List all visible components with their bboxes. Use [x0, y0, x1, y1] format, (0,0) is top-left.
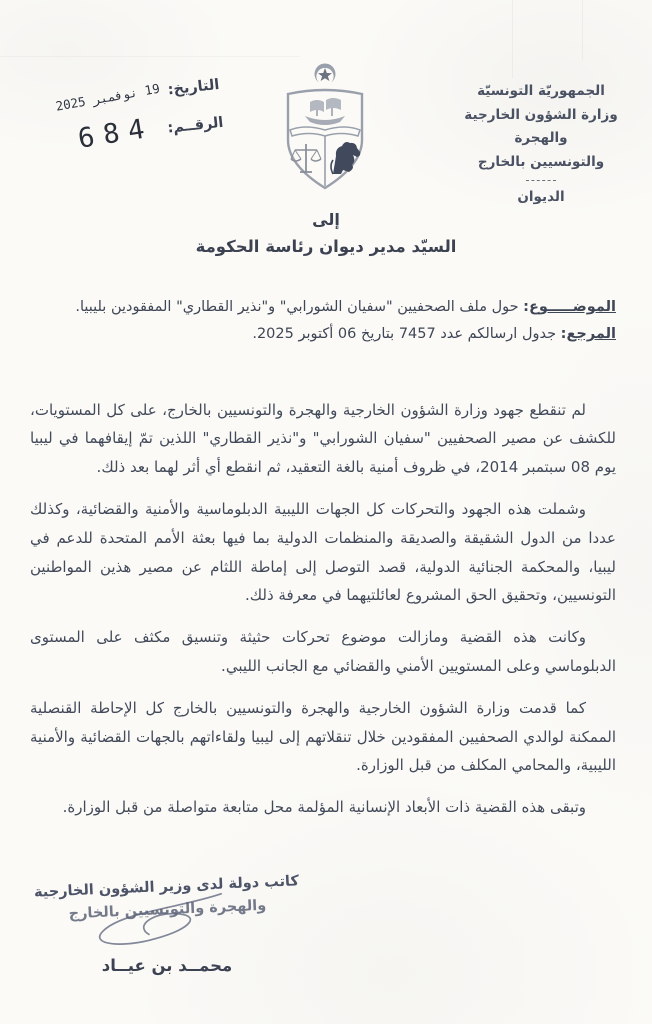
paragraph-5: وتبقى هذه القضية ذات الأبعاد الإنسانية المؤلمة محل متابعة متواصلة من قبل الوزارة.: [62, 798, 586, 817]
scan-fold-line: [512, 0, 513, 78]
signatory-name: محمــد بن عيــاد: [101, 956, 233, 976]
office-title: الديوان: [517, 188, 565, 205]
date-stamp: 19 نوفمبر 2025: [54, 80, 161, 114]
signatory-title-line2: والهجرة والتونسيين بالخارج: [68, 897, 267, 923]
recipient-name: السيّد مدير ديوان رئاسة الحكومة: [195, 237, 457, 256]
paragraph-1: لم تنقطع جهود وزارة الشؤون الخارجية والهجرة والتونسيين بالخارج، على كل المستويات، للكشف عن مصير الصحفيين "سفيان الشورابي" و"نذير القطاري" اللذين تمّ إيقافهما في ليبيا يوم 08 سبتمبر 2014، في ظروف أمنية بالغة التعقيد، ثم انقطع أي أثر لهما بعد ذلك.: [30, 400, 616, 477]
signatory-title-line1: كاتب دولة لدى وزير الشؤون الخارجية: [33, 873, 300, 901]
date-label: التاريخ:: [166, 76, 221, 99]
handwritten-number: 684: [76, 112, 156, 155]
paragraph-4: كما قدمت وزارة الشؤون الخارجية والهجرة والتونسيين بالخارج كل الإحاطة القنصلية الممكنة لوالدي الصحفيين المفقودين خلال تنقلاتهم إلى ليبيا ولقاءاتهم بالجهات القضائية والأمنية الليبية، والمحامي المكلف من قبل الوزارة.: [30, 698, 616, 775]
number-row: [8, 107, 225, 160]
ministry-title-line2: والتونسيين بالخارج: [477, 153, 605, 170]
signature-block: [22, 873, 312, 976]
subject-label: الموضـــــوع: [528, 299, 616, 315]
reference-label: المرجع: [566, 325, 616, 342]
ministry-title-line1: وزارة الشؤون الخارجية والهجرة: [464, 106, 618, 147]
letter-body: [30, 294, 616, 835]
scan-fold-line: [582, 0, 583, 60]
republic-title: الجمهوريّة التونسيّة: [477, 83, 605, 99]
paragraph-2: وشملت هذه الجهود والتحركات كل الجهات الليبية الدبلوماسية والأمنية والقضائية، وكذلك عددا من الدول الشقيقة والصديقة والمنظمات الدولية بما فيها بعثة الأمم المتحدة للدعم في ليبيا، والمحكمة الجنائية الدولية، قصد التوصل إلى إماطة اللثام عن مصير هذين المواطنين التونسيين، وتحقيق الحق المشروع لعائلتيهما في معرفة ذلك.: [30, 500, 616, 605]
date-number-block: [5, 77, 227, 174]
reference-text: جدول ارسالكم عدد 7457 بتاريخ 06 أكتوبر 2025.: [252, 325, 561, 342]
scan-fold-line: [0, 56, 300, 57]
reference-colon: :: [560, 325, 567, 342]
number-label: الرقــم:: [166, 114, 225, 137]
subject-line: [30, 294, 616, 321]
reference-line: [30, 321, 616, 348]
recipient-to: إلى: [312, 210, 340, 229]
signatory-title-stamp: [21, 870, 313, 929]
paragraph-3: وكانت هذه القضية ومازالت موضوع تحركات حثيثة وتنسيق مكثف على المستوى الدبلوماسي وعلى المستويين الأمني والقضائي مع الجانب الليبي.: [30, 628, 616, 675]
tunisia-coat-of-arms-icon: [275, 60, 375, 204]
letterhead-ministry-block: [436, 80, 646, 209]
header-separator: [526, 179, 556, 181]
recipient-block: [0, 210, 652, 256]
subject-colon: :: [523, 299, 529, 315]
subject-text: حول ملف الصحفيين "سفيان الشورابي" و"نذير القطاري" المفقودين بليبيا.: [75, 299, 524, 315]
